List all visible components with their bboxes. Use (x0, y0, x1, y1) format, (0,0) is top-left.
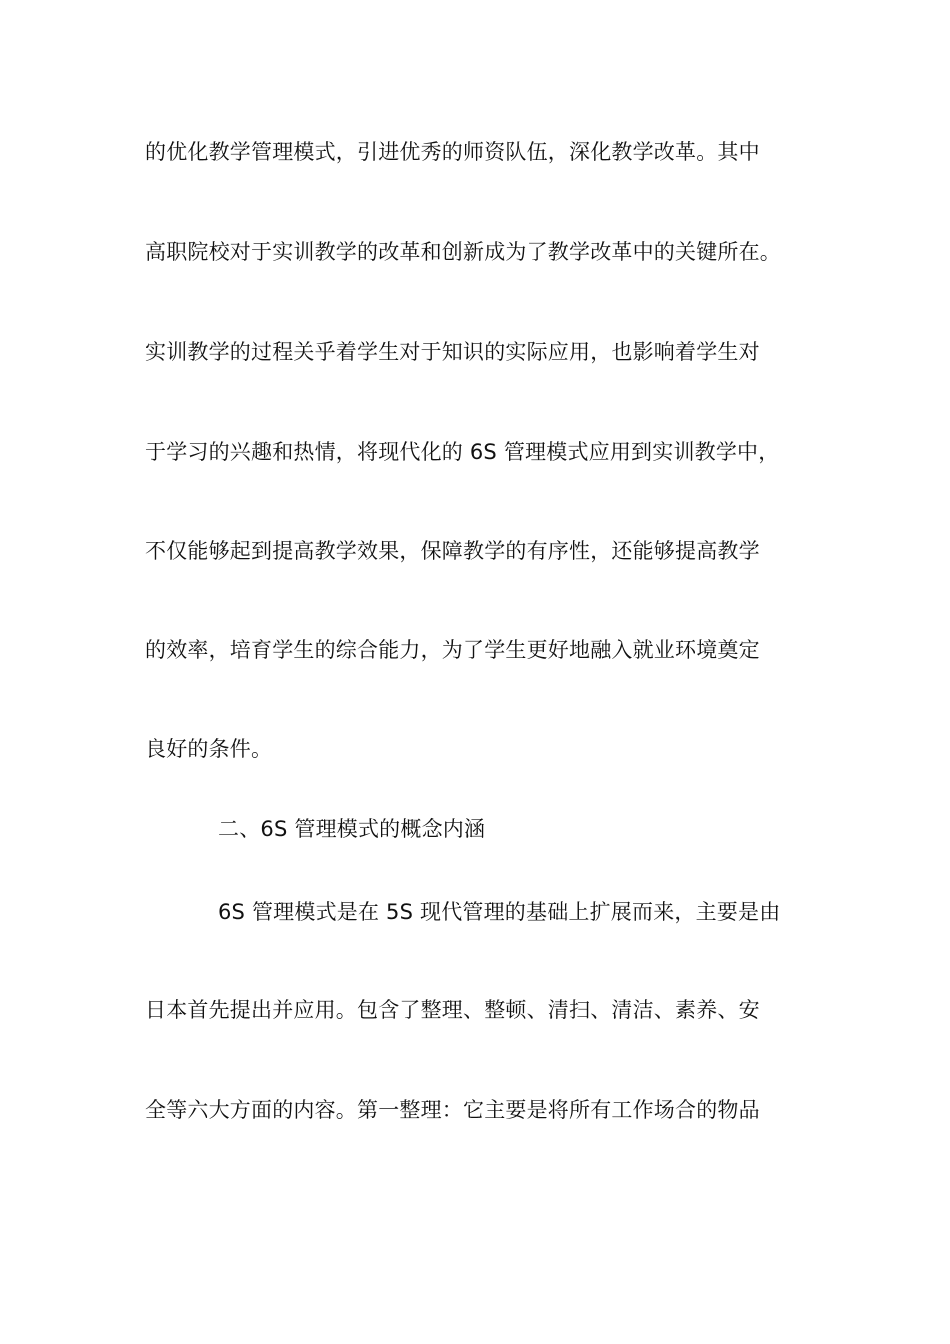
body-text-line: 全等六大方面的内容。第一整理：它主要是将所有工作场合的物品 (145, 1098, 760, 1122)
body-text-line: 于学习的兴趣和热情，将现代化的 6S 管理模式应用到实训教学中， (145, 440, 780, 464)
body-text-line: 高职院校对于实训教学的改革和创新成为了教学改革中的关键所在。 (145, 240, 781, 264)
body-text-line: 不仅能够起到提高教学效果，保障教学的有序性，还能够提高教学 (145, 539, 760, 563)
body-text-line: 日本首先提出并应用。包含了整理、整顿、清扫、清洁、素养、安 (145, 998, 760, 1022)
body-text-line: 良好的条件。 (145, 737, 273, 761)
section-heading: 二、6S 管理模式的概念内涵 (218, 817, 486, 841)
body-text-line: 6S 管理模式是在 5S 现代管理的基础上扩展而来，主要是由 (218, 900, 781, 924)
body-text-line: 的优化教学管理模式，引进优秀的师资队伍，深化教学改革。其中 (145, 140, 760, 164)
body-text-line: 的效率，培育学生的综合能力，为了学生更好地融入就业环境奠定 (145, 638, 760, 662)
body-text-line: 实训教学的过程关乎着学生对于知识的实际应用，也影响着学生对 (145, 340, 760, 364)
